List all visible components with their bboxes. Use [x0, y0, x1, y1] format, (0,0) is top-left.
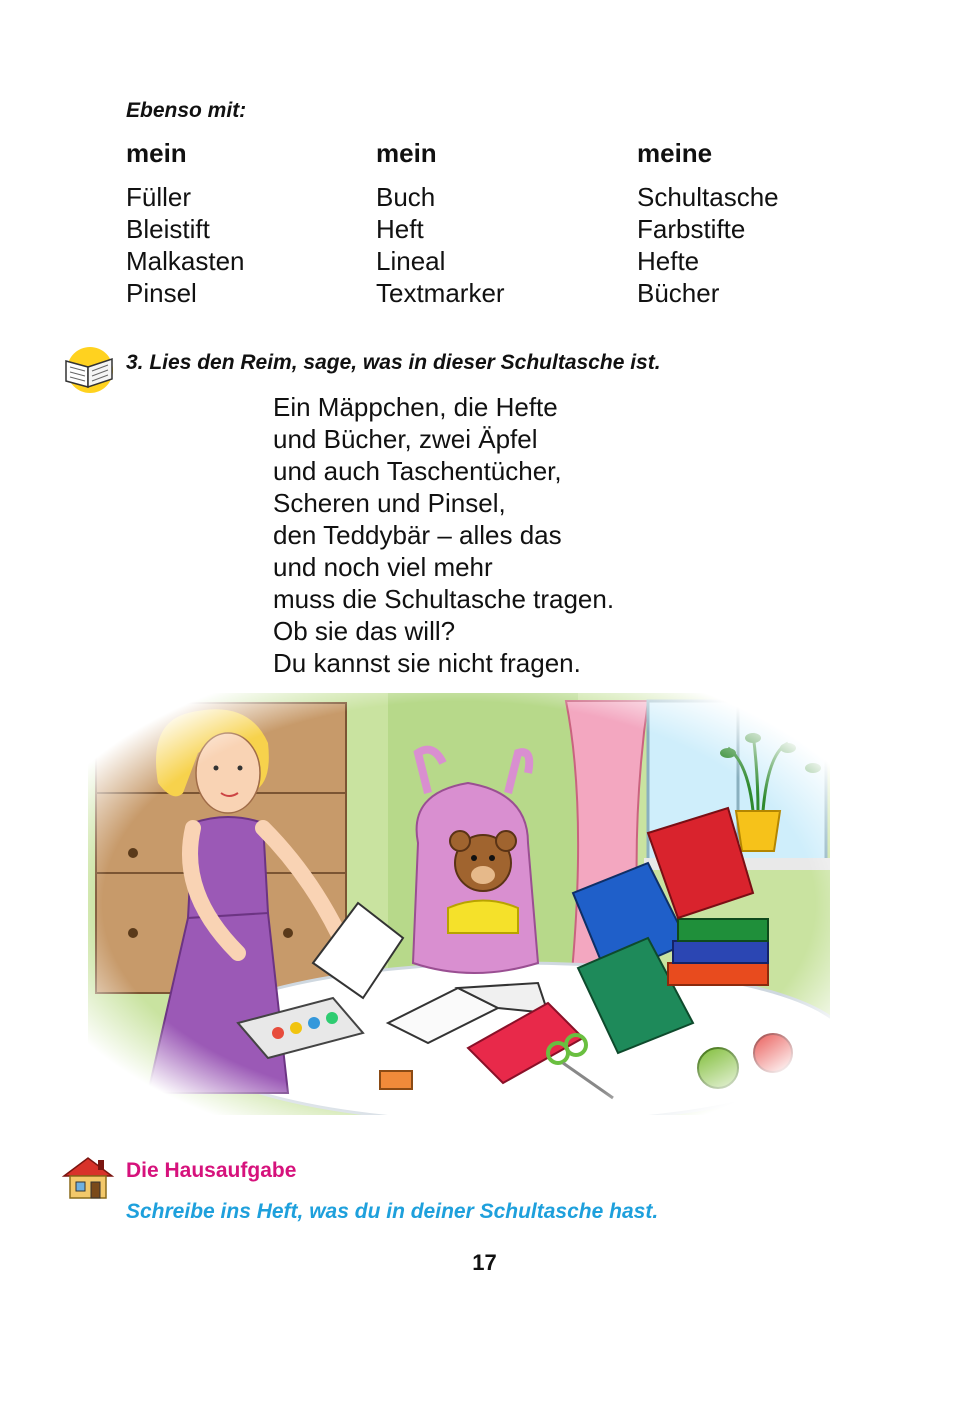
word-item: Pinsel [126, 278, 197, 308]
poem-line: und auch Taschentücher, [273, 456, 562, 486]
word-item: Bücher [637, 278, 720, 308]
house-icon [60, 1152, 116, 1204]
word-item: Füller [126, 182, 192, 212]
word-column-1 [126, 138, 245, 309]
word-item: Buch [376, 182, 436, 212]
word-item: Bleistift [126, 214, 210, 244]
open-book-icon [60, 343, 118, 395]
word-column-3 [637, 138, 779, 309]
column-header: meine [637, 138, 713, 168]
poem-line: und noch viel mehr [273, 552, 493, 582]
homework-title: Die Hausaufgabe [126, 1159, 297, 1182]
word-item: Schultasche [637, 182, 779, 212]
column-header: mein [126, 138, 187, 168]
poem-line: und Bücher, zwei Äpfel [273, 424, 538, 454]
word-item: Malkasten [126, 246, 245, 276]
intro-label: Ebenso mit: [126, 99, 247, 122]
word-item: Textmarker [376, 278, 505, 308]
word-item: Hefte [637, 246, 700, 276]
poem [273, 391, 614, 679]
poem-line: Du kannst sie nicht fragen. [273, 648, 581, 678]
word-item: Heft [376, 214, 424, 244]
poem-line: Ob sie das will? [273, 616, 456, 646]
word-item: Lineal [376, 246, 446, 276]
homework-instruction: Schreibe ins Heft, was du in deiner Schultasche hast. [126, 1200, 659, 1223]
word-item: Farbstifte [637, 214, 746, 244]
schoolbag-illustration [88, 693, 830, 1115]
column-header: mein [376, 138, 437, 168]
poem-line: Scheren und Pinsel, [273, 488, 506, 518]
poem-line: muss die Schultasche tragen. [273, 584, 615, 614]
poem-line: Ein Mäppchen, die Hefte [273, 392, 558, 422]
task-instruction: 3. Lies den Reim, sage, was in dieser Schultasche ist. [126, 351, 661, 374]
poem-line: den Teddybär – alles das [273, 520, 562, 550]
word-column-2 [376, 138, 505, 309]
page-number: 17 [472, 1250, 497, 1275]
